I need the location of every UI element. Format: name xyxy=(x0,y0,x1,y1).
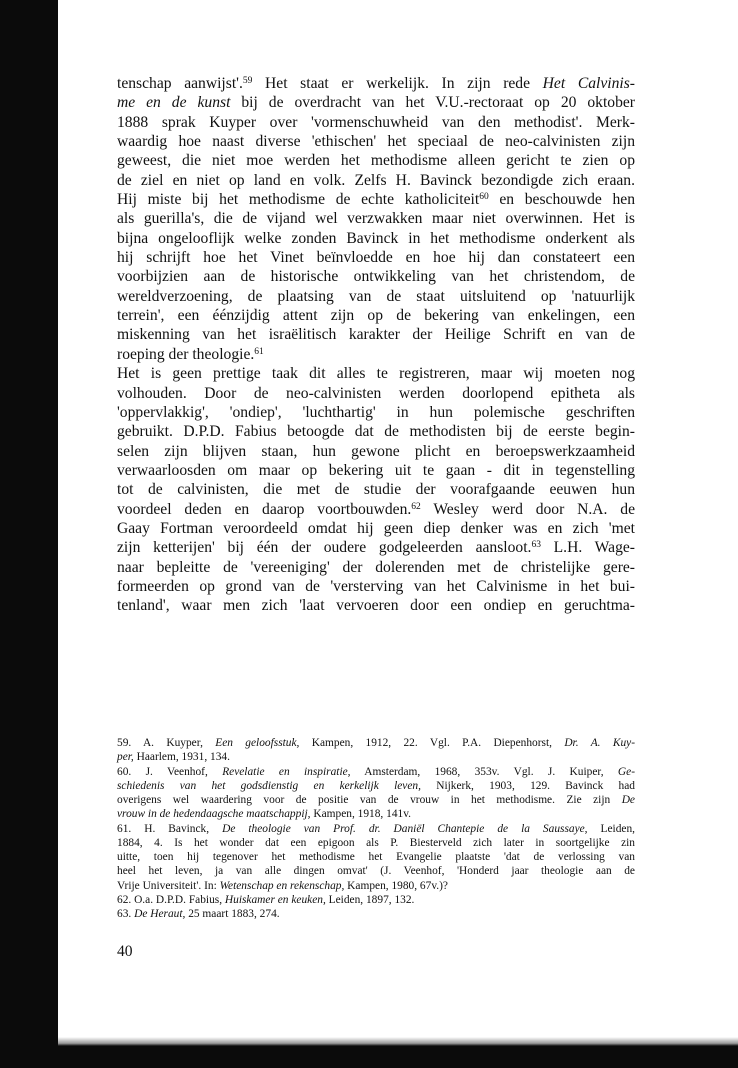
footnote-line: per, Haarlem, 1931, 134. xyxy=(117,751,230,764)
footnote-line: 62. O.a. D.P.D. Fabius, Huiskamer en keuken, Leiden, 1897, 132. xyxy=(117,893,415,906)
text-line: hij schrijft hoe het Vinet beïnvloedde en hoe hij dan constateert een xyxy=(117,249,635,267)
main-text xyxy=(117,74,635,616)
footnote-line: 61. H. Bavinck, De theologie van Prof. dr. Daniël Chantepie de la Saussaye, Leiden, xyxy=(117,822,635,835)
footnote-line: 1884, 4. Is het wonder dat een epigoon als P. Biesterveld zich later in soortgelijke zin xyxy=(117,836,635,849)
text-line: 1888 sprak Kuyper over 'vormenschuwheid van den methodist'. Merk- xyxy=(117,113,635,131)
scan-left-border xyxy=(0,0,58,1068)
text-line: bijna ongelooflijk welke zonden Bavinck in het methodisme onderkent als xyxy=(117,229,635,247)
text-line: voorbijzien aan de historische ontwikkeling van het christendom, de xyxy=(117,268,635,286)
footnote-line: 59. A. Kuyper, Een geloofsstuk, Kampen, 1912, 22. Vgl. P.A. Diepenhorst, Dr. A. Kuy- xyxy=(117,737,635,749)
text-line: geweest, die niet moe werden het methodisme alleen gericht te zien op xyxy=(117,152,635,170)
text-line: Hij miste bij het methodisme de echte katholiciteit$^{60}$ en beschouwde hen xyxy=(117,191,635,209)
text-line: verwaarloosden om maar op bekering uit te gaan - dit in tegenstelling xyxy=(117,461,635,479)
text-line: tenschap aanwijst'.$^{59}$ Het staat er werkelijk. In zijn rede Het Calvinis- xyxy=(117,75,635,92)
text-line: tot de calvinisten, die met de studie der voorafgaande eeuwen hun xyxy=(117,481,635,499)
footnote-line: overigens wel waardering voor de positie van de vrouw in het methodisme. Zie zijn De xyxy=(117,794,635,806)
footnote-line: heel het leven, ja van alle dingen omvat' (J. Veenhof, 'Honderd jaar theologie aan de xyxy=(117,865,635,878)
text-line: gebruikt. D.P.D. Fabius betoogde dat de methodisten bij de eerste begin- xyxy=(117,423,635,441)
page-number: 40 xyxy=(117,943,133,960)
scan-bottom-shadow xyxy=(58,1037,738,1046)
text-line: de ziel en niet op land en volk. Zelfs H. Bavinck bezondigde zich eraan. xyxy=(117,171,635,189)
footnote-ref: 61 xyxy=(254,346,264,357)
text-line: volhouden. Door de neo-calvinisten werden doorlopend epitheta als xyxy=(117,384,635,402)
text-line: naar bepleitte de 'vereeniging' der dolerenden met de christelijke gere- xyxy=(117,558,635,576)
text-line: roeping der theologie.$^{61}$ xyxy=(117,345,264,363)
text-line: 'oppervlakkig', 'ondiep', 'luchthartig' in hun polemische geschriften xyxy=(117,403,635,421)
text-line: formeerden op grond van de 'versterving van het Calvinisme in het bui- xyxy=(117,577,635,595)
footnote-ref: 62 xyxy=(411,501,421,512)
text-line: miskenning van het israëlitisch karakter der Heilige Schrift en van de xyxy=(117,326,635,344)
footnote-ref: 63 xyxy=(531,540,541,551)
text-line: als guerilla's, die de vijand wel verzwakken maar niet overwinnen. Het is xyxy=(117,210,635,228)
footnotes xyxy=(117,736,635,921)
text-line: terrein', een éénzijdig attent zijn op de bekering van enkelingen, een xyxy=(117,307,635,325)
footnote-line: uitte, toen hij tegenover het methodisme het Evangelie plaatste 'dat de verlossing van xyxy=(117,851,635,863)
text-line: selen zijn blijven staan, hun gewone plicht en beroepswerkzaamheid xyxy=(117,442,635,460)
scan-bottom-border xyxy=(58,1046,738,1068)
footnote-line: 60. J. Veenhof, Revelatie en inspiratie, Amsterdam, 1968, 353v. Vgl. J. Kuiper, Ge- xyxy=(117,765,635,778)
text-line: voordeel deden en daarop voortbouwden.$^{62}$ Wesley werd door N.A. de xyxy=(117,500,635,518)
text-line: tenland', waar men zich 'laat vervoeren door een ondiep en geruchtma- xyxy=(117,597,635,615)
footnote-ref: 60 xyxy=(479,192,489,203)
text-line: waardig hoe naast diverse 'ethischen' het speciaal de neo-calvinisten zijn xyxy=(117,133,635,151)
footnote-line: Vrije Universiteit'. In: Wetenschap en rekenschap, Kampen, 1980, 67v.)? xyxy=(117,879,448,892)
footnote-line: schiedenis van het godsdienstig en kerkelijk leven, Nijkerk, 1903, 129. Bavinck had xyxy=(117,779,635,792)
text-line: zijn ketterijen' bij één der oudere godgeleerden aansloot.$^{63}$ L.H. Wage- xyxy=(117,539,635,557)
footnote-line: 63. De Heraut, 25 maart 1883, 274. xyxy=(117,908,280,920)
text-line: Gaay Fortman veroordeeld omdat hij geen diep denker was en zich 'met xyxy=(117,519,635,537)
text-line: Het is geen prettige taak dit alles te registreren, maar wij moeten nog xyxy=(117,365,635,383)
text-line: me en de kunst bij de overdracht van het V.U.-rectoraat op 20 oktober xyxy=(117,94,635,112)
footnote-ref: 59 xyxy=(242,76,253,86)
footnote-line: vrouw in de hedendaagsche maatschappij, Kampen, 1918, 141v. xyxy=(117,808,412,821)
text-line: wereldverzoening, de plaatsing van de staat uitsluitend op 'natuurlijk xyxy=(117,287,635,305)
